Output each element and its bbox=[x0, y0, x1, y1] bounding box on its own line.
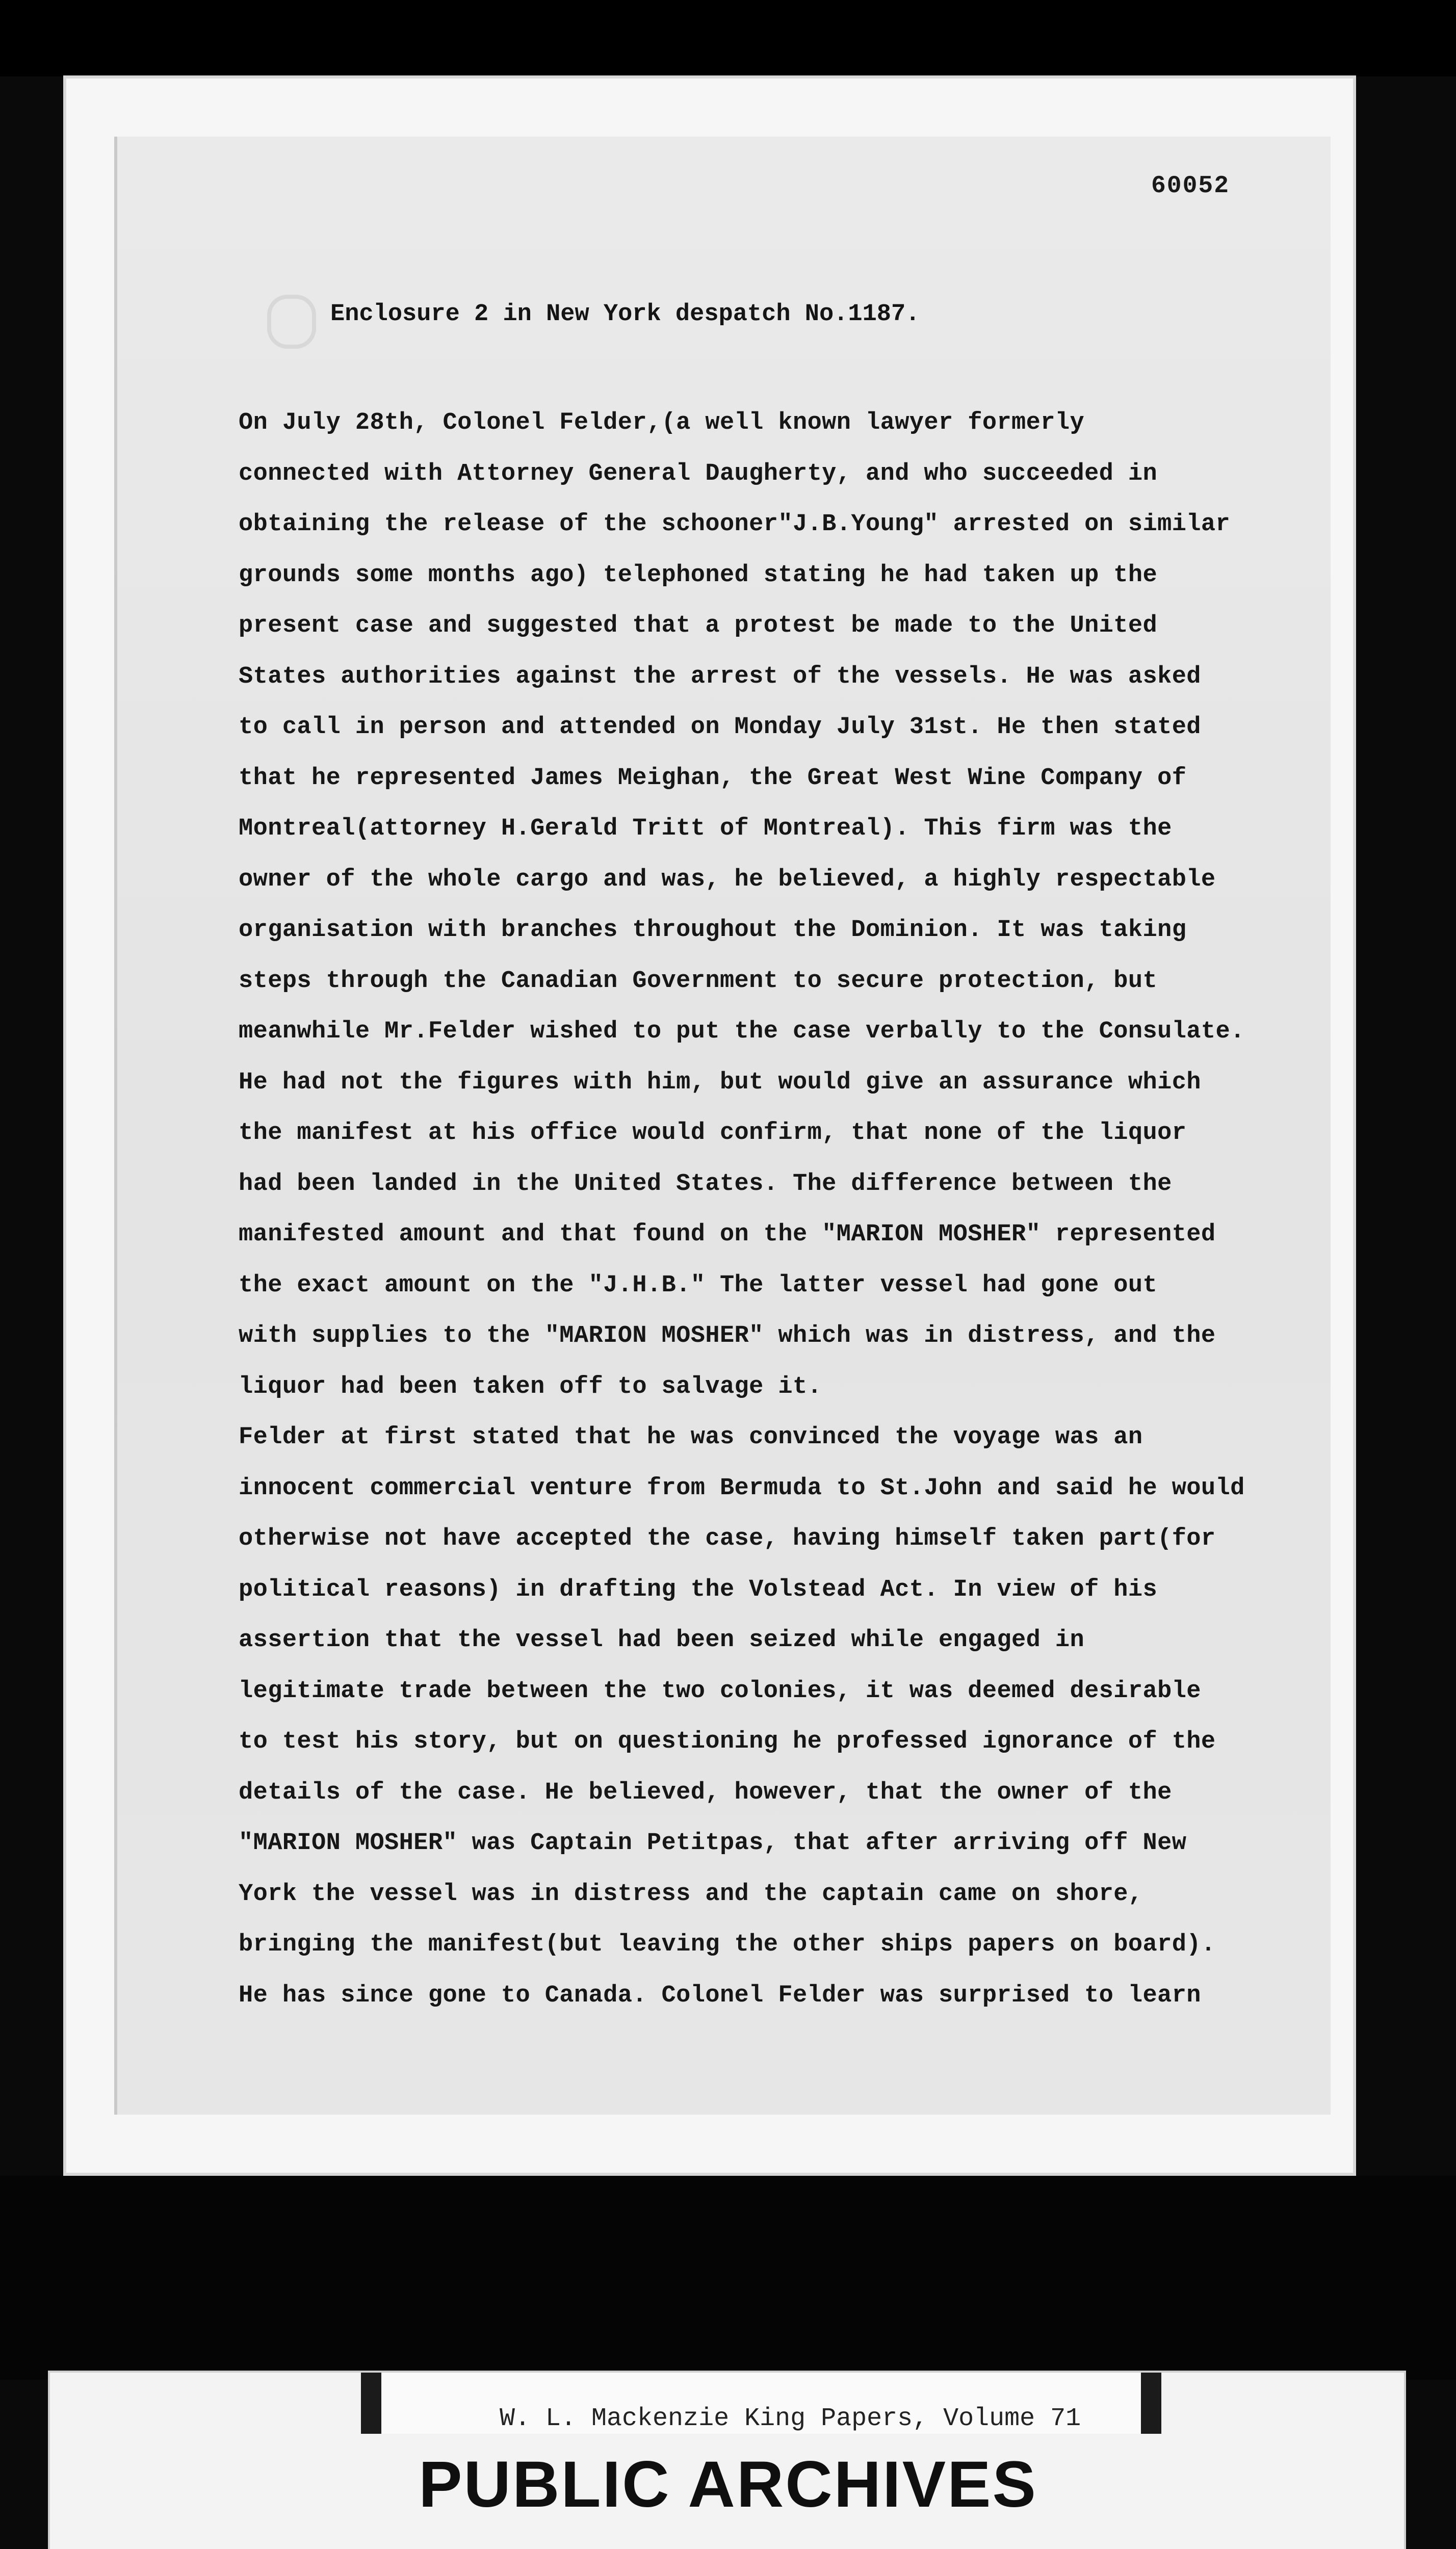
text-line: otherwise not have accepted the case, having himself taken part(for bbox=[239, 1525, 1216, 1552]
text-line: present case and suggested that a protest be made to the United bbox=[239, 612, 1158, 639]
scan-border-middle bbox=[0, 2176, 1456, 2380]
volume-label: W. L. Mackenzie King Papers, Volume 71 bbox=[500, 2404, 1081, 2433]
text-line: political reasons) in drafting the Volstead Act. In view of his bbox=[239, 1576, 1158, 1603]
text-line: the exact amount on the "J.H.B." The latter vessel had gone out bbox=[239, 1271, 1158, 1299]
text-line: obtaining the release of the schooner"J.B.Young" arrested on similar bbox=[239, 511, 1231, 538]
document-heading: Enclosure 2 in New York despatch No.1187. bbox=[330, 301, 920, 328]
text-line: grounds some months ago) telephoned stating he had taken up the bbox=[239, 561, 1158, 589]
text-line: States authorities against the arrest of the vessels. He was asked bbox=[239, 663, 1201, 690]
text-line: On July 28th, Colonel Felder,(a well known lawyer formerly bbox=[239, 409, 1085, 436]
text-line: with supplies to the "MARION MOSHER" which was in distress, and the bbox=[239, 1322, 1216, 1349]
scan-border-top bbox=[0, 0, 1456, 76]
text-line: the manifest at his office would confirm, that none of the liquor bbox=[239, 1120, 1187, 1147]
text-line: to test his story, but on questioning he professed ignorance of the bbox=[239, 1728, 1216, 1755]
text-line: "MARION MOSHER" was Captain Petitpas, that after arriving off New bbox=[239, 1830, 1187, 1857]
text-line: assertion that the vessel had been seized while engaged in bbox=[239, 1627, 1085, 1654]
text-line: steps through the Canadian Government to secure protection, but bbox=[239, 967, 1158, 995]
text-line: legitimate trade between the two colonies, it was deemed desirable bbox=[239, 1677, 1201, 1705]
document-body bbox=[239, 398, 1324, 2021]
text-line: details of the case. He believed, however, that the owner of the bbox=[239, 1779, 1172, 1806]
text-line: liquor had been taken off to salvage it. bbox=[239, 1373, 822, 1400]
paperclip-mark bbox=[267, 295, 316, 349]
text-line: manifested amount and that found on the "MARION MOSHER" represented bbox=[239, 1221, 1216, 1248]
text-line: meanwhile Mr.Felder wished to put the case verbally to the Consulate. bbox=[239, 1018, 1245, 1045]
text-line: bringing the manifest(but leaving the other ships papers on board). bbox=[239, 1931, 1216, 1958]
text-line: He had not the figures with him, but would give an assurance which bbox=[239, 1069, 1201, 1096]
text-line: organisation with branches throughout the Dominion. It was taking bbox=[239, 917, 1187, 944]
archive-title-english: PUBLIC ARCHIVES bbox=[419, 2448, 1037, 2521]
text-line: that he represented James Meighan, the Great West Wine Company of bbox=[239, 764, 1187, 792]
text-line: connected with Attorney General Daugherty, and who succeeded in bbox=[239, 460, 1158, 487]
page-number: 60052 bbox=[1151, 172, 1230, 200]
text-line: innocent commercial venture from Bermuda to St.John and said he would bbox=[239, 1474, 1245, 1502]
text-line: owner of the whole cargo and was, he believed, a highly respectable bbox=[239, 866, 1216, 893]
text-line: Montreal(attorney H.Gerald Tritt of Montreal). This firm was the bbox=[239, 815, 1172, 842]
text-line: York the vessel was in distress and the captain came on shore, bbox=[239, 1880, 1143, 1908]
text-line: had been landed in the United States. The difference between the bbox=[239, 1170, 1172, 1198]
text-line: to call in person and attended on Monday July 31st. He then stated bbox=[239, 714, 1201, 741]
text-line: Felder at first stated that he was convinced the voyage was an bbox=[239, 1424, 1143, 1451]
text-line: He has since gone to Canada. Colonel Felder was surprised to learn bbox=[239, 1982, 1201, 2009]
